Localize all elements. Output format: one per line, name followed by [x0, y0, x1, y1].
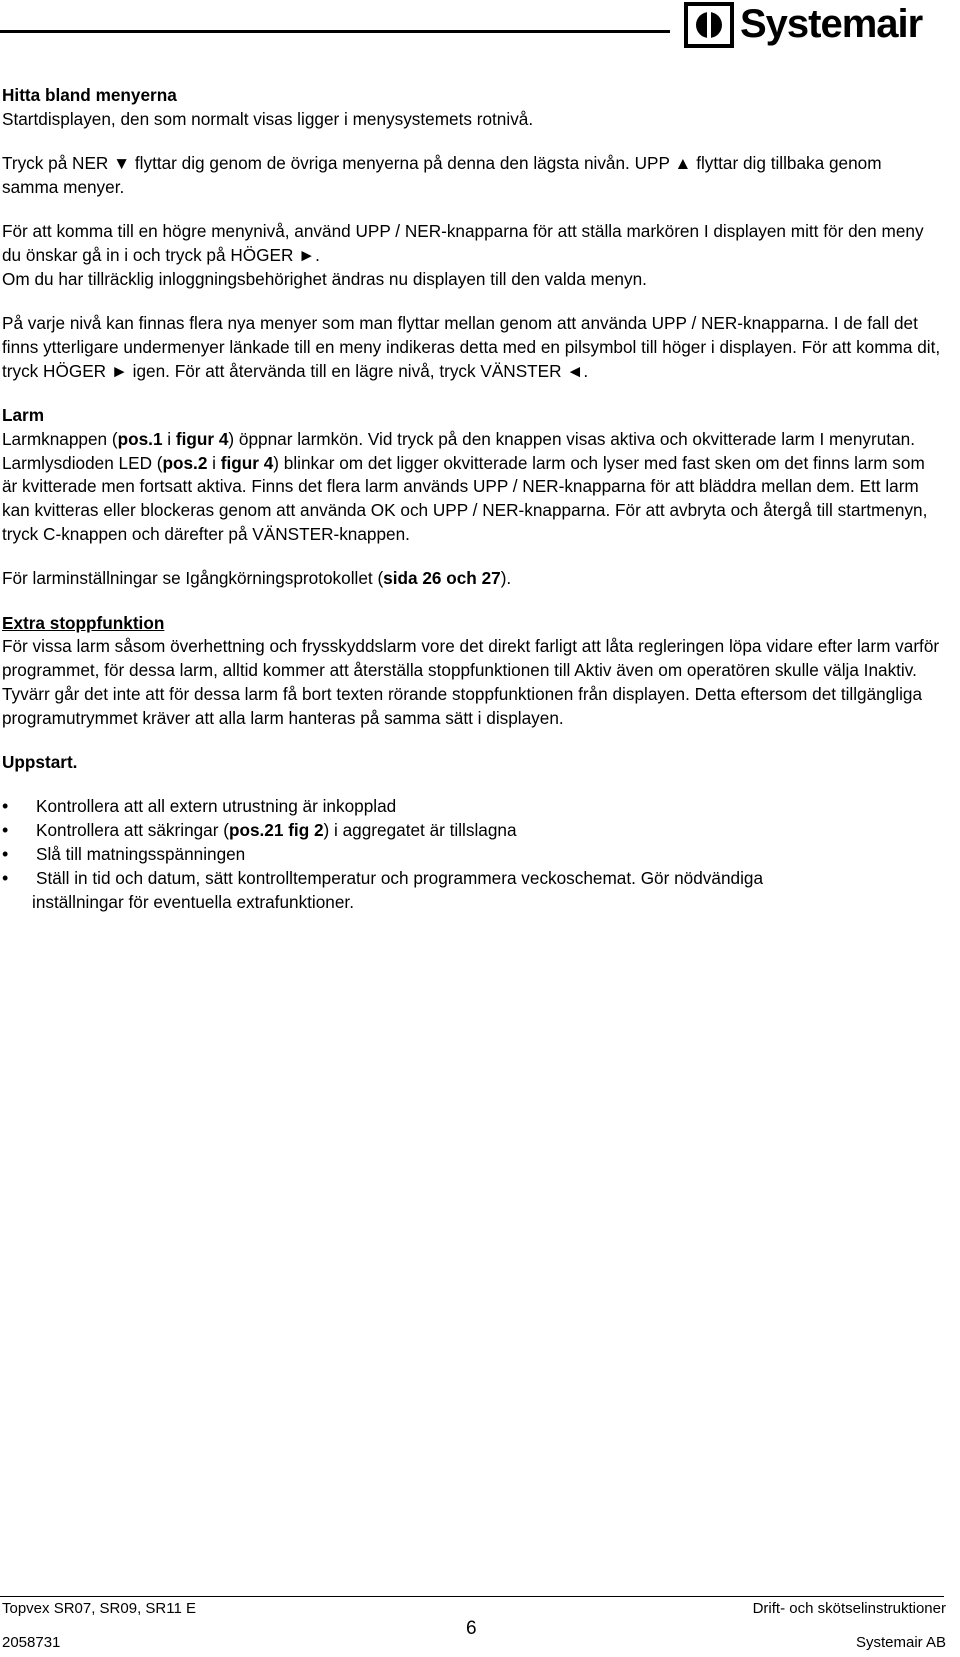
section-heading-startup: Uppstart. — [2, 752, 78, 773]
list-item: • Slå till matningsspänningen — [2, 843, 942, 867]
document-body — [2, 84, 942, 914]
paragraph: Tryck på NER ▼ flyttar dig genom de övriga menyerna på denna den lägsta nivån. UPP ▲ flyttar dig tillbaka genom samma menyer. — [2, 153, 882, 197]
paragraph-alarm-settings: För larminställningar se Igångkörningsprotokollet (sida 26 och 27). — [2, 568, 512, 589]
footer-company: Systemair AB — [855, 1634, 946, 1651]
systemair-logo — [684, 2, 954, 48]
list-item: • Kontrollera att all extern utrustning är inkopplad — [2, 795, 942, 819]
footer-model: Topvex SR07, SR09, SR11 E — [2, 1600, 196, 1617]
footer-doc-number: 2058731 — [2, 1634, 61, 1651]
section-heading-menus: Hitta bland menyerna — [2, 85, 177, 105]
list-item: • Ställ in tid och datum, sätt kontrolltemperatur och programmera veckoschemat. Gör nödvändiga — [2, 867, 942, 891]
footer-doc-type: Drift- och skötselinstruktioner — [752, 1600, 946, 1617]
paragraph: För att komma till en högre menynivå, använd UPP / NER-knapparna för att ställa markören I displayen mitt för den meny du önskar gå in i och tryck på HÖGER ►. — [2, 221, 924, 265]
bullet-icon: • — [2, 820, 9, 841]
paragraph: För vissa larm såsom överhettning och frysskyddslarm vore det direkt farligt att låta regleringen löpa vidare efter larm varför programmet, för dessa larm, alltid kommer att återställa stoppfunktionen till Aktiv även om operatören skulle välja Inaktiv. — [2, 636, 940, 681]
bullet-icon: • — [2, 796, 9, 817]
paragraph: Startdisplayen, den som normalt visas ligger i menysystemets rotnivå. — [2, 108, 534, 129]
paragraph-alarm: Larmknappen (pos.1 i figur 4) öppnar larmkön. Vid tryck på den knappen visas aktiva och okvitterade larm I menyrutan. Larmlysdioden LED (pos.2 i figur 4) blinkar om det ligger okvitterade larm och lyser med fast sken om det finns larm som är kvitterade men fortsatt aktiva. Finns det flera larm används UPP / NER-knapparna för att bläddra mellan dem. Ett larm kan kvitteras eller blockeras genom att använda OK och UPP / NER-knapparna. För att avbryta och återgå till startmenyn, tryck C-knappen och därefter på VÄNSTER-knappen. — [2, 428, 928, 544]
section-heading-alarm: Larm — [2, 404, 45, 425]
bullet-icon: • — [2, 843, 9, 864]
footer-rule — [0, 1596, 944, 1597]
logo-wordmark: Systemair — [740, 2, 923, 46]
header-rule — [0, 30, 670, 33]
paragraph: På varje nivå kan finnas flera nya menyer som man flyttar mellan genom att använda UPP / NER-knapparna. I de fall det finns ytterligare undermenyer länkade till en meny indikeras detta med en pilsymbol till höger i displayen. För att komma dit, tryck HÖGER ► igen. För att återvända till en lägre nivå, tryck VÄNSTER ◄. — [2, 313, 941, 381]
paragraph: Tyvärr går det inte att för dessa larm få bort texten rörande stoppfunktionen från displayen. Detta eftersom det tillgängliga programutrymmet kräver att alla larm hanteras på samma sätt i displayen. — [2, 683, 923, 728]
list-item: • Kontrollera att säkringar (pos.21 fig 2) i aggregatet är tillslagna — [2, 819, 942, 843]
logo-mark-icon — [684, 2, 734, 48]
startup-list — [2, 795, 942, 914]
bullet-icon: • — [2, 867, 9, 888]
page-number: 6 — [466, 1618, 477, 1639]
paragraph: Om du har tillräcklig inloggningsbehörighet ändras nu displayen till den valda menyn. — [2, 268, 647, 289]
list-item-continuation: inställningar för eventuella extrafunktioner. — [32, 891, 354, 912]
section-heading-stop: Extra stoppfunktion — [2, 612, 165, 633]
